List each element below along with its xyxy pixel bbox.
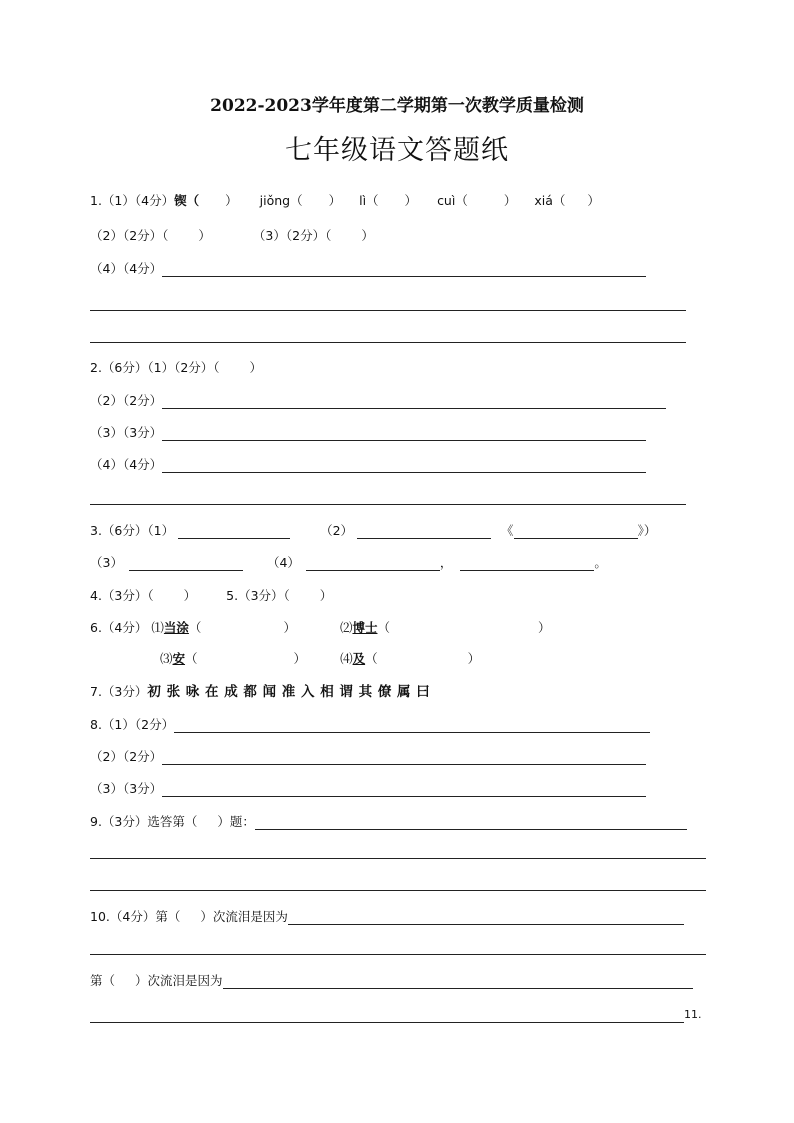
paren-open: （ (365, 651, 378, 666)
paren-close: ） (225, 193, 238, 208)
q6-item1-word: 当涂 (163, 620, 189, 635)
paren-close: ） (538, 620, 551, 635)
q8-sub2-label: （2）（2分） (90, 749, 163, 764)
q1-sub3-label: （3）（2分）（ (252, 228, 332, 243)
q1-pinyin-2: jiǒng（ (259, 193, 303, 208)
answer-line[interactable] (90, 890, 706, 891)
q1-sub2-label: （2）（2分）（ (90, 228, 169, 243)
q3-book-title-answer-line[interactable] (514, 523, 638, 539)
q1-pinyin-1: 锲（ (174, 193, 200, 208)
q3-line1 (90, 520, 656, 542)
q3-sub3-label: （3） (90, 555, 123, 570)
q10-mid: ）次流泪是因为 (200, 909, 288, 924)
q10-answer-line-2[interactable] (223, 973, 693, 989)
q10-answer-line-3[interactable] (90, 1007, 684, 1023)
q6-item4-word: 及 (352, 651, 366, 666)
q2-sub3-label: （3）（3分） (90, 425, 163, 440)
q8-sub1-answer-line[interactable] (174, 717, 650, 733)
book-title-close: 》） (637, 523, 657, 538)
paren-close: ） (503, 193, 517, 208)
q1-prefix: 1.（1）（4分） (90, 193, 175, 208)
q7-line (90, 681, 430, 703)
q10-line1 (90, 906, 684, 928)
q6-item3-num: ⑶ (160, 651, 173, 666)
q4-label: 4.（3分）（ (90, 588, 154, 603)
paren-close: ） (183, 588, 197, 603)
q8-line3 (90, 778, 646, 800)
paren-close: ） (249, 360, 263, 375)
q6-line2 (160, 648, 480, 670)
q8-line1 (90, 714, 650, 736)
q8-sub1-label: 8.（1）（2分） (90, 717, 175, 732)
q1-sub4-answer-line[interactable] (162, 261, 646, 277)
q10-line2-mid: ）次流泪是因为 (135, 973, 223, 988)
q2-sub4-label: （4）（4分） (90, 457, 163, 472)
q7-label: 7.（3分） (90, 684, 148, 699)
q2-sub2-answer-line[interactable] (162, 393, 666, 409)
q1-line1 (90, 190, 600, 212)
q10-line2 (90, 970, 693, 992)
q2-line4 (90, 454, 646, 476)
q3-sub2-label: （2） (320, 523, 354, 538)
answer-line[interactable] (90, 342, 686, 343)
q3-period: 。 (594, 555, 607, 570)
q9-mid: ）题： (217, 814, 255, 829)
q1-sub4-label: （4）（4分） (90, 261, 163, 276)
q6-line1 (90, 617, 551, 639)
paren-close: ） (283, 620, 296, 635)
q3-sub4-answer-line-a[interactable] (306, 555, 440, 571)
paren-open: （ (188, 620, 202, 635)
q2-sub2-label: （2）（2分） (90, 393, 163, 408)
q3-sub3-answer-line[interactable] (129, 555, 243, 571)
q3-sub1-label: 3.（6分）（1） (90, 523, 175, 538)
q2-line1 (90, 357, 262, 379)
q6-label: 6.（4分） (90, 620, 148, 635)
q6-item1-num: ⑴ (151, 620, 164, 635)
q9-line1 (90, 811, 687, 833)
q8-line2 (90, 746, 646, 768)
answer-line[interactable] (90, 858, 706, 859)
q9-answer-line[interactable] (255, 814, 687, 830)
exam-header-title: 2022-2023学年度第二学期第一次教学质量检测 (210, 96, 584, 116)
paren-close: ） (361, 228, 374, 243)
q8-sub2-answer-line[interactable] (162, 749, 646, 765)
q3-sub2-answer-line[interactable] (357, 523, 491, 539)
paren-close: ） (319, 588, 333, 603)
book-title-open: 《 (501, 523, 514, 538)
answer-line[interactable] (90, 954, 706, 955)
q2-line3 (90, 422, 646, 444)
q10-label: 10.（4分）第（ (90, 909, 181, 924)
q2-sub1-label: 2.（6分）（1）（2分）（ (90, 360, 220, 375)
q7-sentence[interactable]: 初 张 咏 在 成 都 闻 准 入 相 谓 其 僚 属 曰 (147, 684, 431, 700)
q5-label: 5.（3分）（ (226, 588, 290, 603)
q10-line3 (90, 1004, 702, 1026)
q1-pinyin-4: cuì（ (437, 193, 468, 208)
q9-label: 9.（3分）选答第（ (90, 814, 198, 829)
q8-sub3-label: （3）（3分） (90, 781, 163, 796)
q10-line2-label: 第（ (90, 973, 116, 988)
paren-open: （ (185, 651, 198, 666)
paren-close: ） (467, 651, 481, 666)
answer-sheet-title: 七年级语文答题纸 (285, 135, 509, 166)
paren-close: ） (404, 193, 418, 208)
q1-line3 (90, 258, 646, 280)
paren-close: ） (587, 193, 600, 208)
q6-item3-word: 安 (172, 651, 186, 666)
q2-sub4-answer-line[interactable] (162, 457, 646, 473)
q6-item2-word: 博士 (352, 620, 378, 635)
paren-close: ） (328, 193, 342, 208)
q4-q5-line (90, 585, 332, 607)
q2-line2 (90, 390, 666, 412)
q8-sub3-answer-line[interactable] (162, 781, 646, 797)
q1-pinyin-5: xiá（ (534, 193, 566, 208)
q1-line2 (90, 225, 374, 247)
page-marker: 11. (684, 1008, 702, 1021)
q3-sub4-label: （4） (266, 555, 300, 570)
paren-open: （ (377, 620, 390, 635)
q3-sub1-answer-line[interactable] (178, 523, 290, 539)
q10-answer-line-1[interactable] (288, 909, 684, 925)
q6-item2-num: ⑵ (339, 620, 353, 635)
paren-close: ） (293, 651, 307, 666)
q2-sub3-answer-line[interactable] (162, 425, 646, 441)
answer-line[interactable] (90, 310, 686, 311)
q3-sub4-answer-line-b[interactable] (460, 555, 594, 571)
q3-comma: ， (439, 555, 453, 570)
q6-item4-num: ⑷ (340, 651, 353, 666)
paren-close: ） (198, 228, 211, 243)
q3-line2 (90, 552, 607, 574)
answer-line[interactable] (90, 504, 686, 505)
q1-pinyin-3: lì（ (359, 193, 379, 208)
